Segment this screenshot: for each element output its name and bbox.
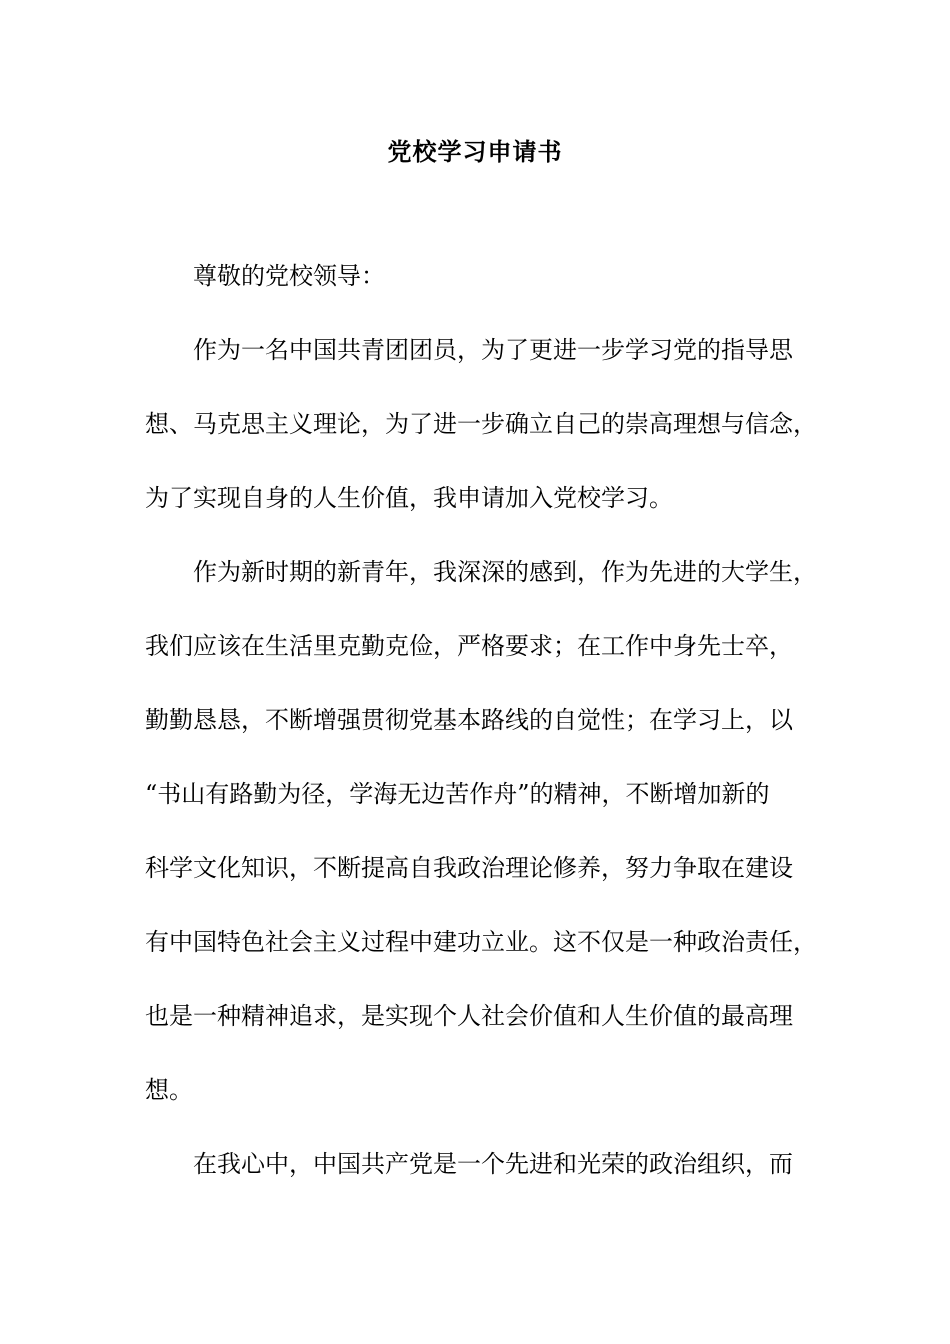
body-line: 为了实现自身的人生价值，我申请加入党校学习。 xyxy=(145,484,673,512)
body-line: 作为一名中国共青团团员，为了更进一步学习党的指导思 xyxy=(193,336,793,364)
body-line: 勤勤恳恳，不断增强贯彻党基本路线的自觉性；在学习上，以 xyxy=(145,706,793,734)
body-line: “书山有路勤为径，学海无边苦作舟”的精神，不断增加新的 xyxy=(145,780,770,808)
body-line: 也是一种精神追求，是实现个人社会价值和人生价值的最高理 xyxy=(145,1002,793,1030)
body-line: 科学文化知识，不断提高自我政治理论修养，努力争取在建设 xyxy=(145,854,793,882)
document-body xyxy=(145,254,817,1216)
body-line: 有中国特色社会主义过程中建功立业。这不仅是一种政治责任， xyxy=(145,928,817,956)
body-line: 想、马克思主义理论，为了进一步确立自己的崇高理想与信念， xyxy=(145,410,817,438)
body-line: 想。 xyxy=(145,1076,193,1104)
salutation-line: 尊敬的党校领导： xyxy=(193,262,385,290)
body-line: 我们应该在生活里克勤克俭，严格要求；在工作中身先士卒， xyxy=(145,632,793,660)
body-line: 作为新时期的新青年，我深深的感到，作为先进的大学生， xyxy=(193,558,817,586)
document-title: 党校学习申请书 xyxy=(387,137,563,166)
body-line: 在我心中，中国共产党是一个先进和光荣的政治组织，而 xyxy=(193,1150,793,1178)
